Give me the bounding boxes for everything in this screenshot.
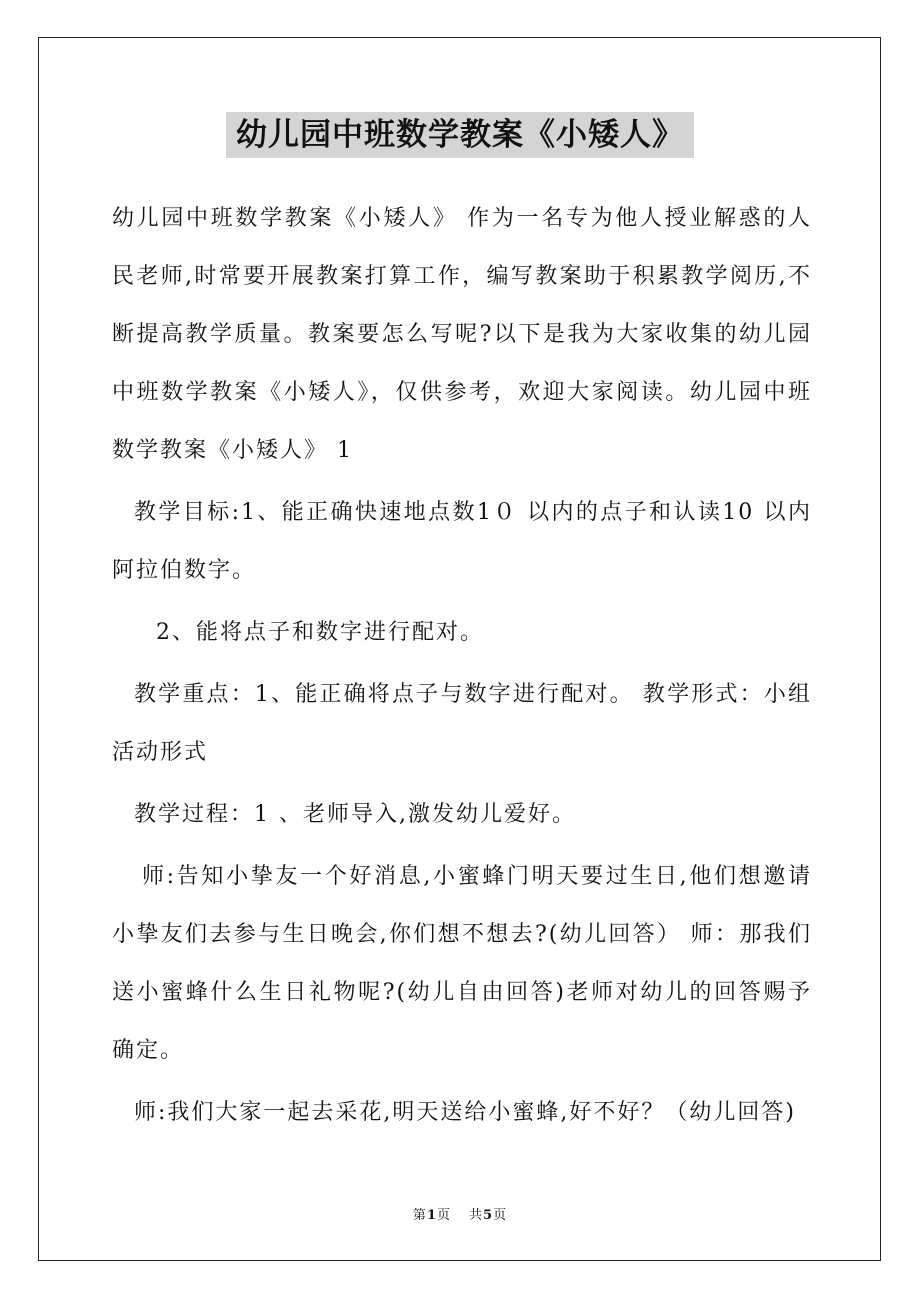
paragraph-key-point: 教学重点：1、能正确将点子与数字进行配对。﻿ 教学形式：小组活动形式 [112,682,812,765]
footer-total-prefix: 共 [469,1208,484,1223]
footer-page-prefix: 第 [412,1208,427,1223]
paragraph-teaching-goal: 教学目标:1、能正确快速地点数1０ 以内的点子和认读10 以内阿拉伯数字。 [112,500,812,583]
paragraph-teacher-2: 师:我们大家一起去采花,明天送给小蜜蜂,好不好？（幼儿回答) [134,1100,796,1125]
paragraph-process: 教学过程：1 ﻿、老师导入,激发幼儿爱好。 [134,802,576,827]
title-container [0,112,920,158]
paragraph-teacher-1: 师:告知小挚友一个好消息,小蜜蜂门明天要过生日,他们想邀请小挚友们去参与生日晚会,你们想不想去?(幼儿回答）﻿ 师：那我们送小蜜蜂什么生日礼物呢?(幼儿自由回答)老师对幼儿的回答赐予确定。 [112,864,812,1063]
paragraph-intro: 幼儿园中班数学教案《小矮人》﻿ 作为一名专为他人授业解惑的人民老师,时常要开展教案打算工作，编写教案助于积累教学阅历,不断提高教学质量。教案要怎么写呢?以下是我为大家收集的幼儿园中班数学教案《小矮人》，仅供参考，欢迎大家阅读。﻿﻿幼儿园中班数学教案《小矮人》 1 [112,206,812,463]
page-footer [0,1208,920,1224]
footer-page-total: 5 [483,1208,494,1223]
document-body [112,190,812,1146]
paragraph-goal-2: 2、能将点子和数字进行配对。 [156,620,484,645]
footer-total-suffix: 页 [493,1208,508,1223]
document-title: 幼儿园中班数学教案《小矮人》 [226,112,694,158]
footer-page-current: 1 [426,1208,437,1223]
footer-page-mid: 页 [436,1208,451,1223]
